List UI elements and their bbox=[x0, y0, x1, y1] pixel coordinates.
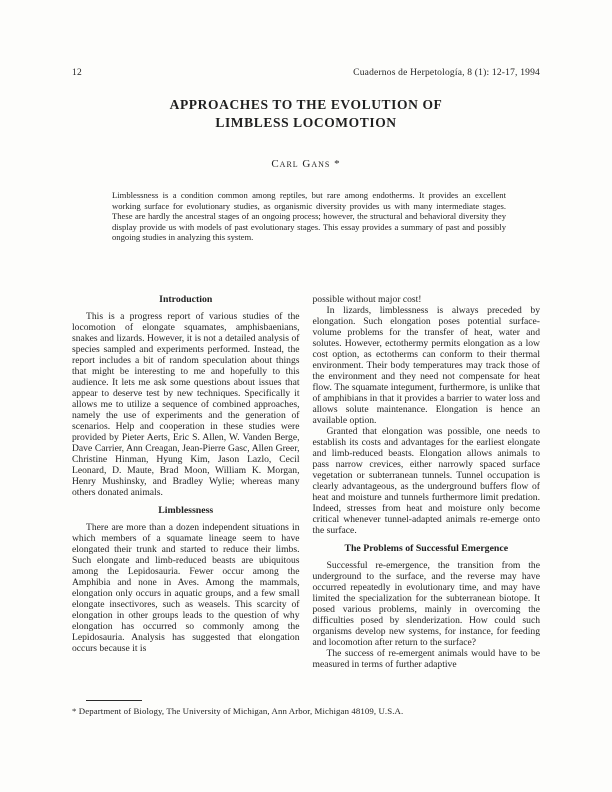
footnote-block bbox=[72, 700, 540, 716]
article-title-line2: LIMBLESS LOCOMOTION bbox=[215, 115, 397, 130]
left-column bbox=[72, 294, 300, 670]
heading-introduction: Introduction bbox=[159, 294, 213, 305]
body-columns bbox=[72, 294, 540, 670]
paragraph-lizards: In lizards, limblessness is always preceded by elongation. Such elongation poses potential surface-volume problems for the transfer of heat, water and solutes. However, ectothermy permits elongation as a low cost option, as ectotherms can conform to their thermal environment. Their body temperatures may track those of the environment and they need not compensate for heat flow. The squamate integument, furthermore, is unlike that of amphibians in that it provides a barrier to water loss and allows solute maintenance. Elongation is hence an available option. bbox=[312, 305, 540, 426]
article-title bbox=[0, 96, 612, 132]
page-number: 12 bbox=[72, 68, 82, 78]
footnote-text: * Department of Biology, The University of Michigan, Ann Arbor, Michigan 48109, U.S.A. bbox=[72, 706, 404, 716]
article-title-line1: APPROACHES TO THE EVOLUTION OF bbox=[169, 97, 443, 112]
paragraph-success-measure: The success of re-emergent animals would have to be measured in terms of further adaptive bbox=[312, 648, 540, 670]
footnote-separator-rule bbox=[86, 700, 142, 701]
paragraph-limblessness: There are more than a dozen independent situations in which members of a squamate lineage seem to have elongated their trunk and started to reduce their limbs. Such elongate and limb-reduced beasts are ubiquitous among the Lepidosauria. Fewer occur among the Amphibia and none in Aves. Among the mammals, elongation only occurs in aquatic groups, and a few small elongate insectivores, such as weasels. This scarcity of elongation in other groups leads to the question of why elongation has occurred so commonly among the Lepidosauria. Analysis has suggested that elongation occurs because it is bbox=[72, 522, 300, 654]
paragraph-successful-reemergence: Successful re-emergence, the transition from the underground to the surface, and the reverse may have occurred repeatedly in evolutionary time, and may have limited the specialization for the subterranean biotope. It posed various problems, mainly in overcoming the difficulties posed by slenderization. How could such organisms develop new systems, for instance, for feeding and locomotion after return to the surface? bbox=[312, 560, 540, 648]
heading-successful-emergence: The Problems of Successful Emergence bbox=[344, 543, 509, 554]
paragraph-granted: Granted that elongation was possible, one needs to establish its costs and advantages for the earliest elongate and limb-reduced beasts. Elongation allows animals to pass narrow crevices, either narrowly spaced surface vegetation or subterranean tunnels. Tunnel occupation is clearly advantageous, as the underground buffers flow of heat and moisture and tunnels furthermore limit predation. Indeed, stresses from heat and moisture only become critical whenever tunnel-adapted animals re-emerge onto the surface. bbox=[312, 426, 540, 536]
paragraph-continuation: possible without major cost! bbox=[312, 294, 422, 305]
abstract-text: Limblessness is a condition common among reptiles, but rare among endotherms. It provides an excellent working surface for evolutionary studies, as organismic diversity provides us with many intermediate stages. These are hardly the ancestral stages of an ongoing process; however, the structural and behavioral diversity they display provide us with models of past evolutionary stages. This essay provides a summary of past and possibly ongoing studies in analyzing this system. bbox=[112, 190, 506, 243]
author-name: Carl Gans * bbox=[271, 158, 341, 170]
right-column bbox=[313, 294, 541, 670]
running-head bbox=[72, 68, 540, 78]
paragraph-introduction: This is a progress report of various studies of the locomotion of elongate squamates, amphisbaenians, snakes and lizards. However, it is not a detailed analysis of species sampled and experiments performed. Instead, the report includes a bit of random speculation about things that might be interesting to me and hopefully to this audience. It lets me ask some questions about issues that appear to deserve test by new techniques. Specifically it allows me to utilize a sequence of combined approaches, namely the use of experiments and the generation of scenarios. Help and cooperation in these studies were provided by Pieter Aerts, Eric S. Allen, W. Vanden Berge, Dave Carrier, Ann Creagan, Jean-Pierre Gasc, Allen Greer, Christine Hinman, Hyung Kim, Jason Lazlo, Cecil Leonard, D. Maute, Brad Moon, William K. Morgan, Henry Mushinsky, and Bradley Wylie; whereas many others donated animals. bbox=[72, 311, 300, 498]
heading-limblessness: Limblessness bbox=[158, 505, 214, 516]
journal-reference: Cuadernos de Herpetología, 8 (1): 12-17, 1994 bbox=[353, 68, 540, 78]
